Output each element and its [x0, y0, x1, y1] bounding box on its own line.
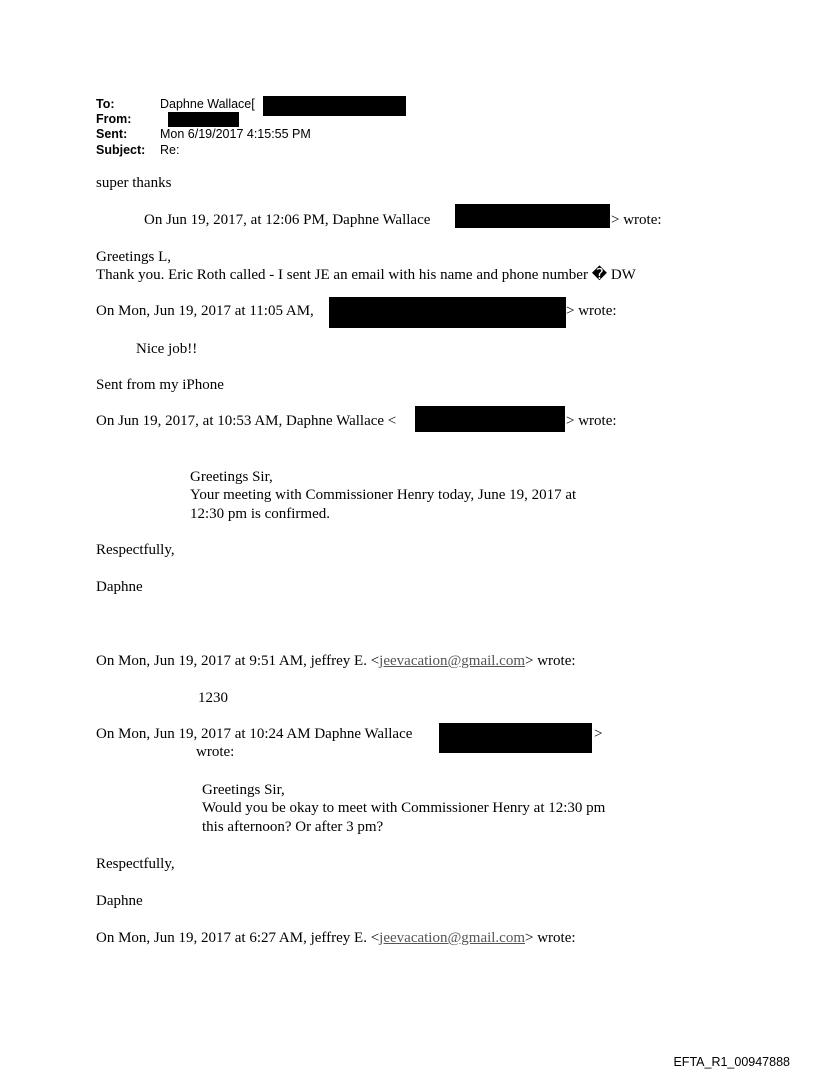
body-line: this afternoon? Or after 3 pm?: [202, 819, 384, 835]
quote-header-cont: wrote:: [196, 744, 235, 760]
body-line: Nice job!!: [136, 341, 198, 357]
quote-header-end: > wrote:: [525, 930, 576, 946]
body-line: Thank you. Eric Roth called - I sent JE an email with his name and phone number � DW: [96, 267, 636, 283]
email-link[interactable]: jeevacation@gmail.com: [379, 653, 526, 669]
body-line: Respectfully,: [96, 856, 175, 872]
body-line: super thanks: [96, 175, 172, 191]
quote-header: On Mon, Jun 19, 2017 at 10:24 AM Daphne Wallace: [96, 726, 413, 742]
redaction-block: [439, 723, 592, 753]
body-line: Sent from my iPhone: [96, 377, 224, 393]
quote-header: On Mon, Jun 19, 2017 at 11:05 AM,: [96, 303, 314, 319]
subject-label: Subject:: [96, 143, 146, 157]
subject-value: Re:: [160, 143, 180, 157]
body-line: Greetings Sir,: [190, 469, 273, 485]
body-line: Greetings L,: [96, 249, 171, 265]
from-label: From:: [96, 112, 132, 126]
quote-header-end: > wrote:: [566, 413, 617, 429]
to-value: Daphne Wallace[: [160, 97, 255, 111]
quote-header: On Jun 19, 2017, at 10:53 AM, Daphne Wallace <: [96, 413, 397, 429]
quote-header: [96, 653, 576, 670]
quote-header-text: On Mon, Jun 19, 2017 at 9:51 AM, jeffrey E. <: [96, 653, 380, 669]
quote-header-end: > wrote:: [611, 212, 662, 228]
body-line: Greetings Sir,: [202, 782, 285, 798]
quote-header-text: On Mon, Jun 19, 2017 at 6:27 AM, jeffrey E. <: [96, 930, 380, 946]
redaction-block: [415, 406, 565, 432]
body-line: 1230: [198, 690, 228, 706]
email-link[interactable]: jeevacation@gmail.com: [379, 930, 526, 946]
body-line: Would you be okay to meet with Commissioner Henry at 12:30 pm: [202, 800, 606, 816]
redaction-block: [168, 112, 239, 127]
quote-header-end: >: [594, 726, 603, 742]
quote-header: On Jun 19, 2017, at 12:06 PM, Daphne Wallace: [144, 212, 431, 228]
quote-header-end: > wrote:: [525, 653, 576, 669]
quote-header-end: > wrote:: [566, 303, 617, 319]
document-id: EFTA_R1_00947888: [673, 1055, 790, 1069]
redaction-block: [455, 204, 610, 228]
body-line: Your meeting with Commissioner Henry today, June 19, 2017 at: [190, 487, 577, 503]
sent-value: Mon 6/19/2017 4:15:55 PM: [160, 127, 311, 141]
sent-label: Sent:: [96, 127, 128, 141]
to-label: To:: [96, 97, 115, 111]
quote-header: [96, 930, 576, 947]
body-line: 12:30 pm is confirmed.: [190, 506, 330, 522]
body-line: Daphne: [96, 893, 143, 909]
redaction-block: [329, 297, 566, 328]
body-line: Respectfully,: [96, 542, 175, 558]
redaction-block: [263, 96, 406, 116]
body-line: Daphne: [96, 579, 143, 595]
